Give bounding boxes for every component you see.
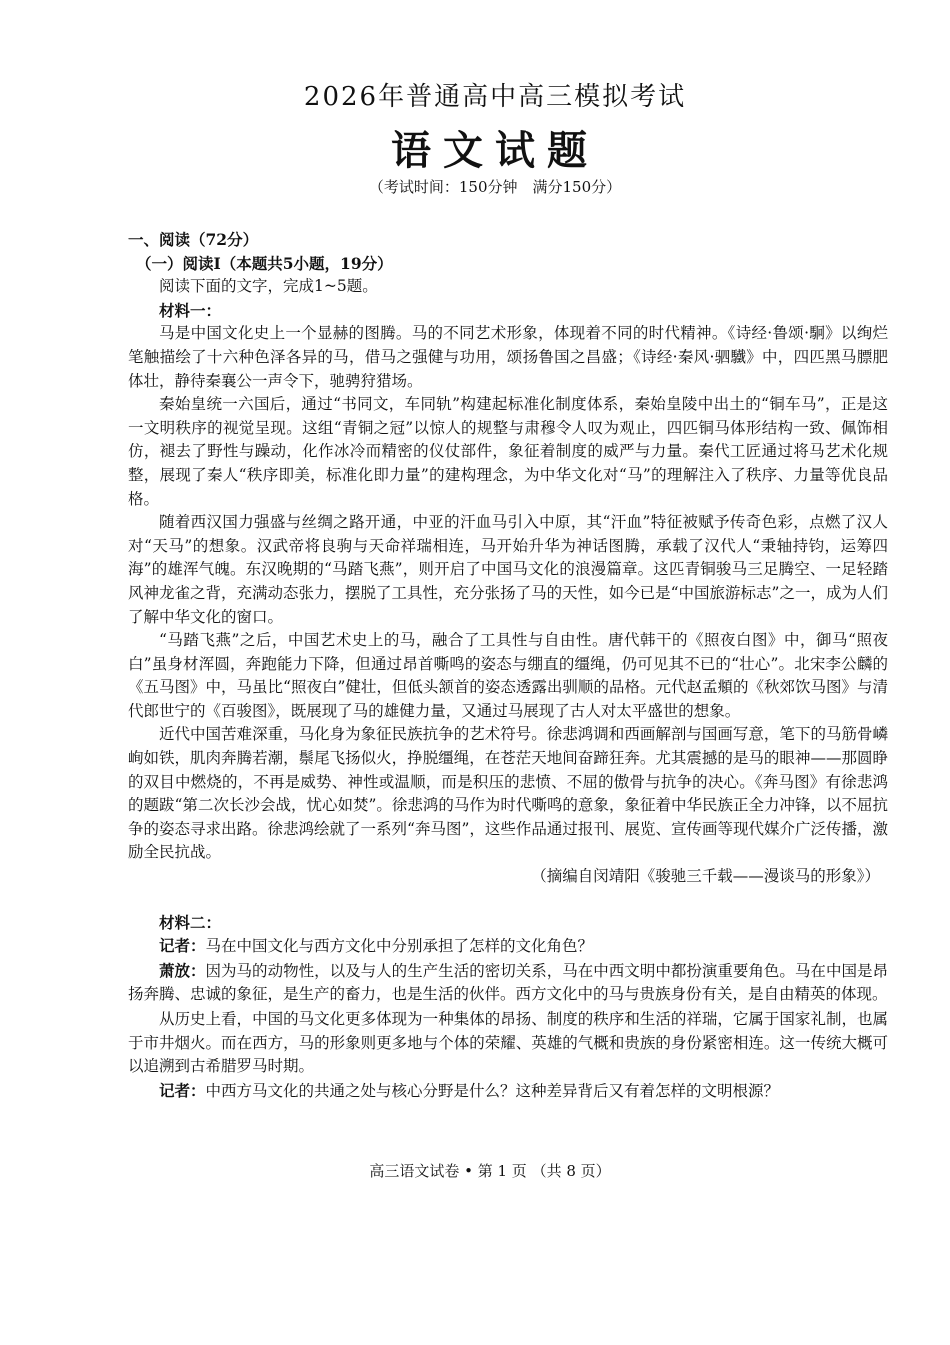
exam-title: 2026年普通高中高三模拟考试	[303, 82, 687, 112]
subject-title: 语文试题	[391, 127, 599, 174]
instruction: 阅读下面的文字，完成1~5题。	[159, 277, 378, 296]
material-one-paragraph: 秦始皇统一六国后，通过“书同文，车同轨”构建起标准化制度体系，秦始皇陵中出土的“铜车马”，正是这一文明秩序的视觉呈现。这组“青铜之冠”以惊人的规整与肃穆令人叹为观止，四匹铜马体形结构一致、佩饰相仿，褪去了野性与躁动，化作冰冷而精密的仪仗部件，象征着制度的威严与力量。秦代工匠通过将马艺术化规整，展现了秦人“秩序即美，标准化即力量”的建构理念，为中华文化对“马”的理解注入了秩序、力量等优良品格。	[128, 395, 888, 508]
interview-text: 中西方马文化的共通之处与核心分野是什么？这种差异背后又有着怎样的文明根源？	[205, 1081, 780, 1100]
interview-line	[128, 1007, 888, 1079]
material-one-paragraph: 随着西汉国力强盛与丝绸之路开通，中亚的汗血马引入中原，其“汗血”特征被赋予传奇色彩，点燃了汉人对“天马”的想象。汉武帝将良驹与天命祥瑞相连，马开始升华为神话图腾，承载了汉代人“秉轴持钧，运筹四海”的雄浑气魄。东汉晚期的“马踏飞燕”，则开启了中国马文化的浪漫篇章。这匹青铜骏马三足腾空、一足轻踏风神龙雀之背，充满动态张力，摆脱了工具性，充分张扬了马的天性，如今已是“中国旅游标志”之一，成为人们了解中华文化的窗口。	[128, 513, 888, 626]
material-one-paragraph: 马是中国文化史上一个显赫的图腾。马的不同艺术形象，体现着不同的时代精神。《诗经·鲁颂·駉》以绚烂笔触描绘了十六种色泽各异的马，借马之强健与功用，颂扬鲁国之昌盛；《诗经·秦风·驷驖》中，四匹黑马膘肥体壮，静待秦襄公一声令下，驰骋狩猎场。	[128, 324, 888, 390]
interview-speaker: 记者：	[159, 1080, 206, 1100]
interview-speaker: 萧放：	[159, 960, 206, 980]
section-heading: 一、阅读（72分）	[128, 230, 259, 249]
interview-text: 因为马的动物性，以及与人的生产生活的密切关系，马在中西文明中都扮演重要角色。马在中国是昂扬奔腾、忠诚的象征，是生产的畜力，也是生活的伙伴。西方文化中的马与贵族身份有关，是自由精英的体现。	[128, 961, 888, 1004]
material-one-paragraph: “马踏飞燕”之后，中国艺术史上的马，融合了工具性与自由性。唐代韩干的《照夜白图》中，御马“照夜白”虽身材浑圆，奔跑能力下降，但通过昂首嘶鸣的姿态与绷直的缰绳，仍可见其不已的“壮心”。北宋李公麟的《五马图》中，马虽比“照夜白”健壮，但低头颔首的姿态透露出驯顺的品格。元代赵孟頫的《秋郊饮马图》与清代郎世宁的《百骏图》，既展现了马的雄健力量，又通过马展现了古人对太平盛世的想象。	[128, 631, 888, 720]
page-footer: 高三语文试卷 • 第 1 页 （共 8 页）	[369, 1162, 611, 1180]
interview-speaker: 记者：	[159, 936, 206, 956]
material-one-paragraph: 近代中国苦难深重，马化身为象征民族抗争的艺术符号。徐悲鸿调和西画解剖与国画写意，笔下的马筋骨嶙峋如铁，肌肉奔腾若潮，鬃尾飞扬似火，挣脱缰绳，在苍茫天地间奋蹄狂奔。尤其震撼的是马的眼神——那圆睁的双目中燃烧的，不再是威势、神性或温顺，而是积压的悲愤、不屈的傲骨与抗争的决心。《奔马图》有徐悲鸿的题跋“第二次长沙会战，忧心如焚”。徐悲鸿的马作为时代嘶鸣的意象，象征着中华民族正全力冲锋，以不屈抗争的姿态寻求出路。徐悲鸿绘就了一系列“奔马图”，这些作品通过报刊、展览、宣传画等现代媒介广泛传播，激励全民抗战。	[128, 725, 888, 862]
exam-info: （考试时间：150分钟 满分150分）	[368, 178, 622, 196]
interview-line	[128, 934, 888, 959]
material-one-source: （摘编自闵靖阳《骏驰三千载——漫谈马的形象》）	[531, 867, 880, 886]
interview-text: 马在中国文化与西方文化中分别承担了怎样的文化角色？	[205, 937, 594, 956]
exam-body	[128, 228, 888, 1103]
material-one-label: 材料一：	[159, 300, 222, 320]
interview-line	[128, 959, 888, 1007]
sub-heading: （一）阅读Ⅰ（本题共5小题，19分）	[136, 253, 393, 273]
interview-line	[128, 1079, 888, 1104]
interview-text: 从历史上看，中国的马文化更多体现为一种集体的昂扬、制度的秩序和生活的祥瑞，它属于国家礼制，也属于市井烟火。而在西方，马的形象则更多地与个体的荣耀、英雄的气概和贵族的身份紧密相连。这一传统大概可以追溯到古希腊罗马时期。	[128, 1010, 888, 1076]
material-two-label: 材料二：	[159, 912, 222, 932]
